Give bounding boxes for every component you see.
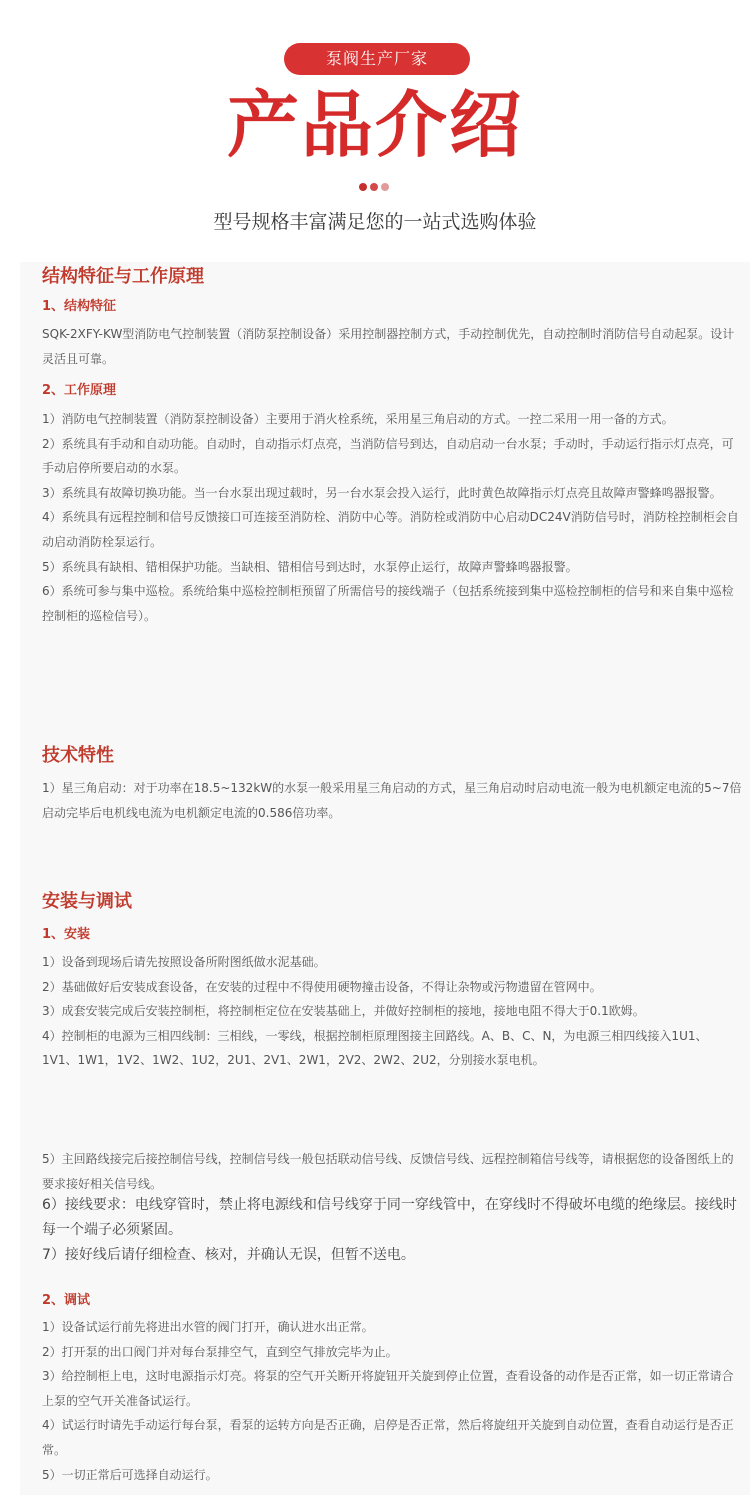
principle-list xyxy=(42,407,742,628)
list-item: 6）系统可参与集中巡检。系统给集中巡检控制柜预留了所需信号的接线端子（包括系统接到集中巡检控制柜的信号和来自集中巡检控制柜的巡检信号）。 xyxy=(42,584,734,623)
section-title-tech: 技术特性 xyxy=(42,745,114,766)
list-item: 3）成套安装完成后安装控制柜，将控制柜定位在安装基础上，并做好控制柜的接地，接地电阻不得大于0.1欧姆。 xyxy=(42,1004,645,1019)
subsection-title-structure: 1、结构特征 xyxy=(42,299,117,314)
list-item: 2）系统具有手动和自动功能。自动时，自动指示灯点亮，当消防信号到达，自动启动一台水泵；手动时，手动运行指示灯点亮，可手动启停所要启动的水泵。 xyxy=(42,436,734,476)
list-item: 1）设备到现场后请先按照设备所附图纸做水泥基础。 xyxy=(42,955,326,969)
page-title: 产品介绍 xyxy=(226,83,523,167)
list-item: 1）设备试运行前先将进出水管的阀门打开，确认进水出正常。 xyxy=(42,1320,374,1334)
content-panel xyxy=(20,262,750,1495)
install-item-5: 5）主回路线接完后接控制信号线，控制信号线一般包括联动信号线、反馈信号线、远程控制箱信号线等，请根据您的设备图纸上的要求接好相关信号线。 xyxy=(42,1152,734,1191)
dot-icon xyxy=(381,183,389,191)
debug-list xyxy=(42,1315,742,1487)
install-item-7: 7）接好线后请仔细检查、核对，并确认无误，但暂不送电。 xyxy=(42,1247,415,1263)
list-item: 4）系统具有远程控制和信号反馈接口可连接至消防栓、消防中心等。消防栓或消防中心启动DC24V消防信号时，消防栓控制柜会自动启动消防栓泵运行。 xyxy=(42,510,739,549)
subsection-title-principle: 2、工作原理 xyxy=(42,383,117,398)
list-item: 4）控制柜的电源为三相四线制：三相线，一零线，根据控制柜原理图接主回路线。A、B、C、N，为电源三相四线接入1U1、1V1、1W1，1V2、1W2、1U2，2U1、2V1、2W1，2V2、2W2、2U2，分别接水泵电机。 xyxy=(42,1028,708,1068)
decorative-dots xyxy=(359,183,392,191)
subsection-title-install: 1、安装 xyxy=(42,927,91,942)
install-list xyxy=(42,950,742,1073)
list-item: 2）打开泵的出口阀门并对每台泵排空气，直到空气排放完毕为止。 xyxy=(42,1344,398,1359)
list-item: 3）给控制柜上电，这时电源指示灯亮。将泵的空气开关断开将旋钮开关旋到停止位置，查看设备的动作是否正常，如一切正常请合上泵的空气开关准备试运行。 xyxy=(42,1369,734,1408)
install-item-6: 6）接线要求：电线穿管时，禁止将电源线和信号线穿于同一穿线管中，在穿线时不得破坏电缆的绝缘层。接线时每一个端子必须紧固。 xyxy=(42,1197,737,1238)
subsection-title-debug: 2、调试 xyxy=(42,1293,91,1308)
header xyxy=(0,0,750,262)
list-item: 2）基础做好后安装成套设备，在安装的过程中不得使用硬物撞击设备，不得让杂物或污物遗留在管网中。 xyxy=(42,979,602,994)
list-item: 4）试运行时请先手动运行每台泵，看泵的运转方向是否正确，启停是否正常，然后将旋纽开关旋到自动位置，查看自动运行是否正常。 xyxy=(42,1418,734,1457)
list-item: 5）系统具有缺相、错相保护功能。当缺相、错相信号到达时，水泵停止运行，故障声警蜂鸣器报警。 xyxy=(42,559,578,574)
list-item: 5）一切正常后可选择自动运行。 xyxy=(42,1467,218,1482)
section-title-structure: 结构特征与工作原理 xyxy=(42,266,204,287)
page-subtitle: 型号规格丰富满足您的一站式选购体验 xyxy=(213,211,537,233)
tech-paragraph: 1）星三角启动：对于功率在18.5~132kW的水泵一般采用星三角启动的方式，星三角启动时启动电流一般为电机额定电流的5~7倍启动完毕后电机线电流为电机额定电流的0.586倍功率。 xyxy=(42,781,742,820)
list-item: 3）系统具有故障切换功能。当一台水泵出现过载时，另一台水泵会投入运行，此时黄色故障指示灯点亮且故障声警蜂鸣器报警。 xyxy=(42,485,722,500)
manufacturer-badge: 泵阀生产厂家 xyxy=(284,43,470,75)
structure-paragraph: SQK-2XFY-KW型消防电气控制装置（消防泵控制设备）采用控制器控制方式，手动控制优先，自动控制时消防信号自动起泵。设计灵活且可靠。 xyxy=(42,327,735,366)
list-item: 1）消防电气控制装置（消防泵控制设备）主要用于消火栓系统，采用星三角启动的方式。一控二采用一用一备的方式。 xyxy=(42,412,674,426)
dot-icon xyxy=(370,183,378,191)
dot-icon xyxy=(359,183,367,191)
section-title-install: 安装与调试 xyxy=(42,891,132,912)
